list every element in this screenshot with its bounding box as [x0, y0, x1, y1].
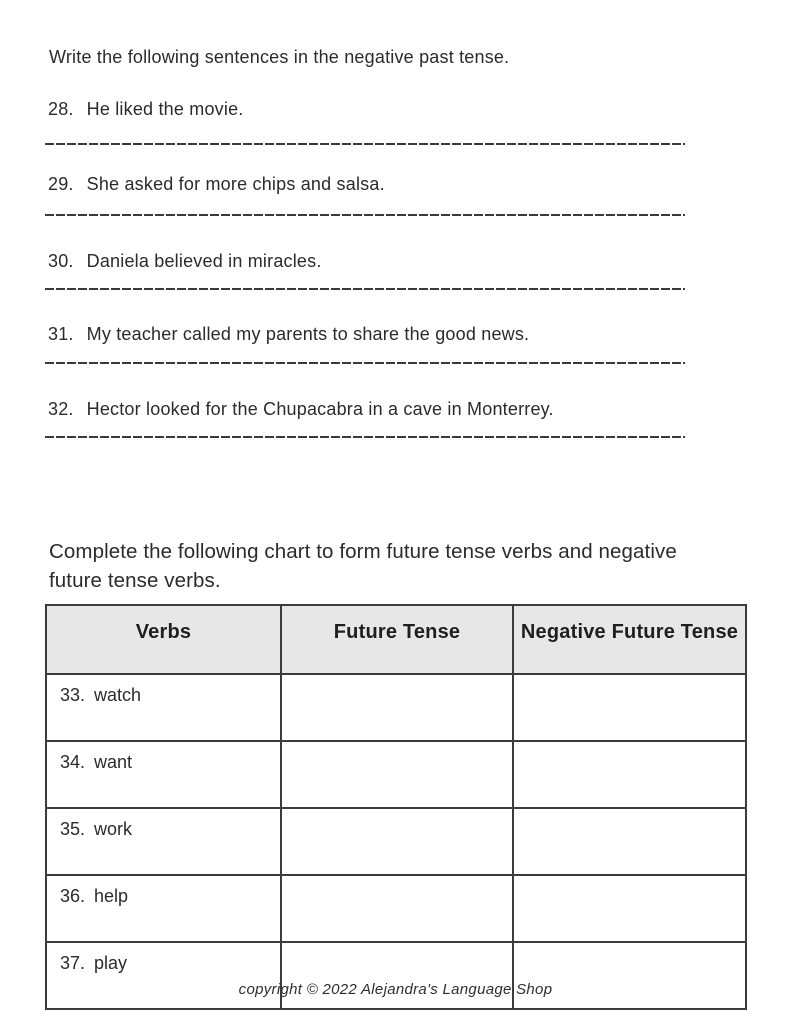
- copyright-footer: copyright © 2022 Alejandra's Language Shop: [238, 981, 553, 998]
- column-header-future-tense: Future Tense: [281, 605, 513, 674]
- sentence-text: She asked for more chips and salsa.: [86, 174, 385, 194]
- future-tense-answer-cell: [281, 674, 513, 741]
- answer-line-28: [45, 143, 685, 145]
- verb-cell: [46, 808, 281, 875]
- column-header-negative-future-tense: Negative Future Tense: [513, 605, 746, 674]
- sentence-text: Daniela believed in miracles.: [86, 251, 322, 271]
- future-tense-answer-cell: [281, 942, 513, 1009]
- negative-future-tense-answer-cell: [513, 674, 746, 741]
- verb-text: play: [94, 953, 128, 973]
- verb-cell: [46, 875, 281, 942]
- verb-text: watch: [94, 685, 142, 705]
- answer-line-32: [45, 436, 685, 438]
- verb-text: help: [94, 886, 129, 906]
- sentence-number: 32.: [48, 399, 74, 419]
- verb-number: 35.: [60, 819, 86, 839]
- sentence-number: 29.: [48, 174, 74, 194]
- sentence-item-31: [48, 324, 529, 345]
- negative-future-tense-answer-cell: [513, 741, 746, 808]
- table-row: [46, 875, 746, 942]
- verb-cell: [46, 741, 281, 808]
- sentence-number: 30.: [48, 251, 74, 271]
- instruction-negative-past-tense: Write the following sentences in the negative past tense.: [49, 47, 510, 67]
- table-row: [46, 674, 746, 741]
- sentence-item-30: [48, 251, 322, 272]
- table-row: [46, 808, 746, 875]
- future-tense-table: [45, 604, 747, 1010]
- verb-text: want: [94, 752, 133, 772]
- verb-number: 33.: [60, 685, 86, 705]
- answer-line-29: [45, 214, 685, 216]
- future-tense-answer-cell: [281, 808, 513, 875]
- table-row: [46, 942, 746, 1009]
- column-header-verbs: Verbs: [46, 605, 281, 674]
- negative-future-tense-answer-cell: [513, 808, 746, 875]
- sentence-item-29: [48, 174, 385, 195]
- verb-cell: [46, 942, 281, 1009]
- sentence-text: Hector looked for the Chupacabra in a cave in Monterrey.: [86, 399, 554, 419]
- verb-number: 34.: [60, 752, 86, 772]
- verb-cell: [46, 674, 281, 741]
- sentence-text: My teacher called my parents to share the good news.: [86, 324, 530, 344]
- verb-text: work: [94, 819, 133, 839]
- answer-line-30: [45, 288, 685, 290]
- sentence-number: 28.: [48, 99, 74, 119]
- sentence-number: 31.: [48, 324, 74, 344]
- verb-number: 37.: [60, 953, 86, 973]
- negative-future-tense-answer-cell: [513, 942, 746, 1009]
- future-tense-answer-cell: [281, 875, 513, 942]
- table-header-row: [46, 605, 746, 674]
- answer-line-31: [45, 362, 685, 364]
- instruction-future-tense-chart: Complete the following chart to form future tense verbs and negative future tense verbs.: [49, 540, 677, 592]
- verb-number: 36.: [60, 886, 86, 906]
- sentence-item-28: [48, 99, 244, 120]
- sentence-item-32: [48, 399, 554, 420]
- negative-future-tense-answer-cell: [513, 875, 746, 942]
- future-tense-answer-cell: [281, 741, 513, 808]
- table-row: [46, 741, 746, 808]
- sentence-text: He liked the movie.: [86, 99, 244, 119]
